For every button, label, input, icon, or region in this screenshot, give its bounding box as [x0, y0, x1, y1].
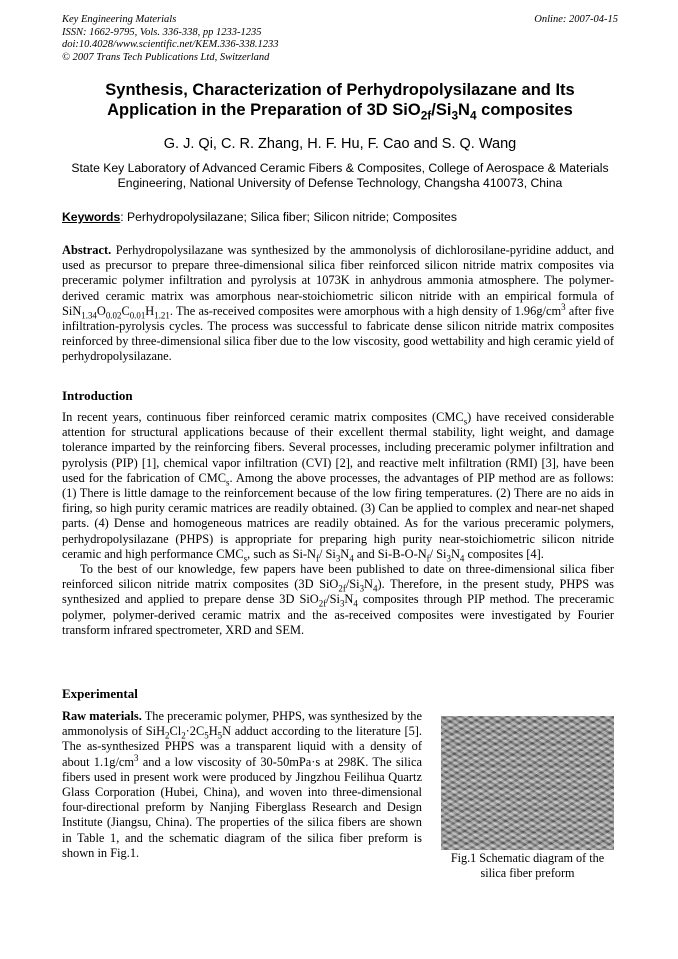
- intro-text: / Si: [429, 546, 447, 561]
- silica-fiber-preform-image: [441, 716, 614, 850]
- title-subscript: 4: [469, 108, 477, 123]
- abstract-subscript: 1.21: [154, 310, 170, 321]
- keywords: [62, 210, 618, 224]
- raw-subscript: 5: [204, 730, 209, 741]
- intro-text: N: [340, 546, 350, 561]
- online-date: Online: 2007-04-15: [534, 14, 618, 25]
- raw-text: Cl: [169, 724, 182, 739]
- experimental-heading: Experimental: [62, 686, 138, 701]
- intro-subscript: s: [463, 416, 468, 427]
- affiliation-line-2: Engineering, National University of Defense Technology, Changsha 410073, China: [117, 176, 563, 190]
- intro-subscript: 2f: [338, 583, 346, 594]
- intro-text: In recent years, continuous fiber reinforced ceramic matrix composites (CMC: [62, 410, 464, 424]
- intro-text: composites [4].: [464, 546, 544, 561]
- intro-text: /Si: [326, 592, 340, 607]
- raw-subscript: 2: [165, 730, 170, 741]
- intro-text: N: [450, 546, 460, 561]
- intro-subscript: 3: [359, 583, 365, 594]
- affiliation-line-1: State Key Laboratory of Advanced Ceramic Fibers & Composites, College of Aerospace & Materials: [71, 161, 609, 175]
- title-subscript: 3: [451, 108, 459, 123]
- raw-superscript: 3: [134, 752, 139, 763]
- abstract-text: H: [145, 303, 155, 318]
- raw-subscript: 5: [217, 730, 223, 741]
- paper-title: [62, 80, 618, 123]
- intro-subscript: f: [426, 553, 430, 564]
- raw-materials-paragraph: [62, 709, 422, 861]
- journal-header: [62, 14, 618, 64]
- intro-subscript: 4: [373, 583, 378, 594]
- figure-caption-line-1: Fig.1 Schematic diagram of the: [450, 851, 605, 865]
- author-list: G. J. Qi, C. R. Zhang, H. F. Hu, F. Cao and S. Q. Wang: [163, 136, 517, 152]
- title-subscript: 2f: [420, 108, 432, 123]
- intro-subscript: 3: [335, 553, 341, 564]
- intro-text: / Si: [318, 546, 336, 561]
- intro-paragraph-2: [62, 562, 614, 638]
- intro-paragraph-1: [62, 410, 614, 562]
- issn-line: ISSN: 1662-9795, Vols. 336-338, pp 1233-1235: [62, 26, 262, 38]
- intro-text: N: [344, 592, 354, 607]
- raw-text: N adduct according to the literature [5]. The as-synthesized PHPS was a transparent liquid with a density of about 1.1g/cm: [62, 724, 422, 769]
- keywords-label: Keywords: [62, 210, 121, 224]
- figure-caption-line-2: silica fiber preform: [480, 866, 575, 880]
- keywords-text: Perhydropolysilazane; Silica fiber; Silicon nitride; Composites: [123, 210, 457, 224]
- abstract-text: C: [121, 303, 130, 318]
- figure-caption: [436, 851, 619, 881]
- title-line-2: [62, 100, 618, 123]
- intro-subscript: 4: [459, 553, 465, 564]
- intro-subscript: 2f: [318, 598, 327, 609]
- abstract-subscript: 1.34: [81, 310, 97, 321]
- title-text: composites: [476, 101, 573, 119]
- intro-subscript: 3: [446, 553, 451, 564]
- intro-text: ) have received considerable attention for structural applications because of their excellent thermal stability, light weight, and damage tolerance imparted by the reinforcing fibers. Several processes, including preceramic polymer infiltration and pyrolysis (PIP) [1], chemical vapor infiltration (CVI) [2], and reactive melt infiltration (RMI) [3], have been used for the fabrication of CMC: [62, 410, 614, 485]
- intro-text: composites through PIP method. The preceramic polymer, polymer-derived ceramic matrix and the as-received composites were investigated by Fourier transform infrared spectrometer, XRD and SEM.: [62, 592, 614, 637]
- title-text: Application in the Preparation of 3D SiO: [107, 101, 421, 119]
- abstract-label: Abstract.: [62, 243, 112, 257]
- intro-text: To the best of our knowledge, few papers have been published to date on three-dimensional silica fiber reinforced silicon nitride matrix composites (3D SiO: [62, 562, 614, 592]
- abstract: [62, 243, 614, 365]
- introduction-body: [62, 410, 614, 638]
- title-text: /Si: [431, 101, 452, 119]
- intro-text: N: [364, 577, 373, 592]
- intro-text: and Si-B-O-N: [353, 546, 427, 561]
- raw-subscript: 2: [181, 730, 186, 741]
- raw-text: The preceramic polymer, PHPS, was synthesized by the ammonolysis of SiH: [62, 709, 422, 739]
- intro-text: ). Therefore, in the present study, PHPS was synthesized and applied to prepare dense 3D SiO: [62, 577, 614, 607]
- doi-line: doi:10.4028/www.scientific.net/KEM.336-338.1233: [62, 39, 279, 50]
- abstract-text: O: [96, 303, 106, 318]
- raw-text: ·2C: [185, 724, 205, 739]
- raw-text: and a low viscosity of 30-50mPa·s at 298K. The silica fibers used in present work were produced by Jingzhou Feilihua Quartz Glass Corporation (Hubei, China), and woven into three-dimensional four-directional preform by Nanjing Fiberglass Research and Design Institute (Jiangsu, China). The properties of the silica fibers are shown in Table 1, and the schematic diagram of the silica fiber preform is shown in Fig.1.: [62, 754, 422, 860]
- raw-text: H: [208, 724, 218, 739]
- title-text: N: [458, 101, 470, 119]
- abstract-text: . The as-received composites were amorphous with a high density of 1.96g/cm: [169, 303, 562, 318]
- intro-text: . Among the above processes, the advantages of PIP method are as follows: (1) There is little damage to the reinforcement because of the low firing temperatures. (2) There are no aids in firing, so high purity ceramic matrices are readily obtained. (3) Can be applied to complex and near-net shaped parts. (4) Dense and homogeneous matrices are readily obtained. As for the various preceramic polymers, perhydropolysilazane (PHPS) is appropriate for preparing high purity near-stoichiometric silicon nitride ceramic and high performance CMC: [62, 470, 614, 561]
- journal-name: Key Engineering Materials: [62, 14, 177, 25]
- abstract-superscript: 3: [561, 301, 566, 312]
- abstract-subscript: 0.01: [129, 310, 146, 321]
- keywords-colon: :: [120, 210, 124, 224]
- introduction-heading: Introduction: [62, 388, 133, 403]
- intro-subscript: f: [315, 553, 319, 564]
- abstract-subscript: 0.02: [105, 310, 122, 321]
- abstract-text: Perhydropolysilazane was synthesized by the ammonolysis of dichlorosilane-pyridine adduct, and used as precursor to prepare three-dimensional silica fiber reinforced silicon nitride matrix composites via preceramic polymer infiltration and pyrolysis at 1073K in anhydrous ammonia atmosphere. The polymer-derived ceramic matrix was amorphous near-stoichiometric silicon nitride with an empirical formula of SiN: [62, 243, 614, 318]
- title-line-1: Synthesis, Characterization of Perhydropolysilazane and Its: [105, 81, 575, 99]
- intro-subscript: s: [243, 553, 248, 564]
- intro-subscript: 4: [353, 598, 358, 609]
- affiliation: [62, 161, 618, 191]
- intro-text: , such as Si-N: [247, 546, 316, 561]
- intro-subscript: 3: [339, 598, 345, 609]
- copyright-line: © 2007 Trans Tech Publications Ltd, Switzerland: [62, 51, 270, 63]
- intro-subscript: s: [226, 477, 230, 488]
- intro-text: /Si: [345, 577, 360, 592]
- raw-materials-label: Raw materials.: [62, 709, 142, 723]
- abstract-text: after five infiltration-pyrolysis cycles. The process was successful to fabricate dense silicon nitride matrix composites reinforced by three-dimensional silica fiber due to the low viscosity, good wettability and high ceramic yield of perhydropolysilazane.: [62, 303, 614, 364]
- intro-subscript: 4: [349, 553, 354, 564]
